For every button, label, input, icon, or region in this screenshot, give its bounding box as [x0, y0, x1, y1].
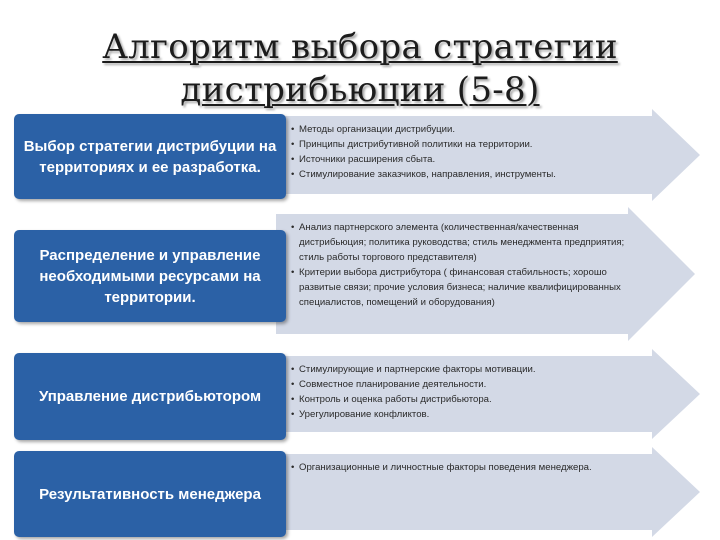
- step-1-bullets: [291, 122, 661, 182]
- bullet-item: • Стимулирование заказчиков, направления, инструменты.: [291, 167, 661, 182]
- step-2: [0, 206, 720, 342]
- step-1-label: Выбор стратегии дистрибуции на территориях и ее разработка.: [23, 137, 277, 176]
- bullet-item: • Принципы дистрибутивной политики на территории.: [291, 137, 661, 152]
- step-2-bullets: [291, 220, 636, 310]
- title-line-1: Алгоритм выбора стратегии: [102, 27, 618, 67]
- step-3: [0, 348, 720, 440]
- bullet-item: • Анализ партнерского элемента (количественная/качественная дистрибьюция; политика руководства; стиль менеджмента предприятия; стиль работы торгового представителя): [291, 220, 636, 265]
- page-title: [0, 26, 720, 112]
- step-4-bullets: [291, 460, 661, 475]
- step-4: [0, 446, 720, 538]
- step-4-title-box: [14, 451, 286, 537]
- step-3-label: Управление дистрибьютором: [38, 388, 262, 405]
- step-3-title-box: [14, 353, 286, 440]
- step-2-label: Распределение и управление необходимыми ресурсами на территории.: [39, 246, 261, 306]
- bullet-item: • Организационные и личностные факторы поведения менеджера.: [291, 460, 661, 475]
- bullet-item: • Стимулирующие и партнерские факторы мотивации.: [291, 362, 661, 377]
- bullet-item: • Совместное планирование деятельности.: [291, 377, 661, 392]
- step-2-title-box: [14, 230, 286, 322]
- title-line-2: дистрибьюции (5-8): [180, 70, 540, 110]
- step-4-label: Результативность менеджера: [39, 485, 261, 503]
- step-1-title-box: [14, 114, 286, 199]
- step-3-bullets: [291, 362, 661, 422]
- bullet-item: • Источники расширения сбыта.: [291, 152, 661, 167]
- bullet-item: • Урегулирование конфликтов.: [291, 407, 661, 422]
- bullet-item: • Критерии выбора дистрибутора ( финансовая стабильность; хорошо развитые связи; прочие условия бизнеса; наличие квалифицированных специалистов, помещений и оборудования): [291, 265, 636, 310]
- bullet-item: • Контроль и оценка работы дистрибьютора.: [291, 392, 661, 407]
- bullet-item: • Методы организации дистрибуции.: [291, 122, 661, 137]
- step-1: [0, 108, 720, 202]
